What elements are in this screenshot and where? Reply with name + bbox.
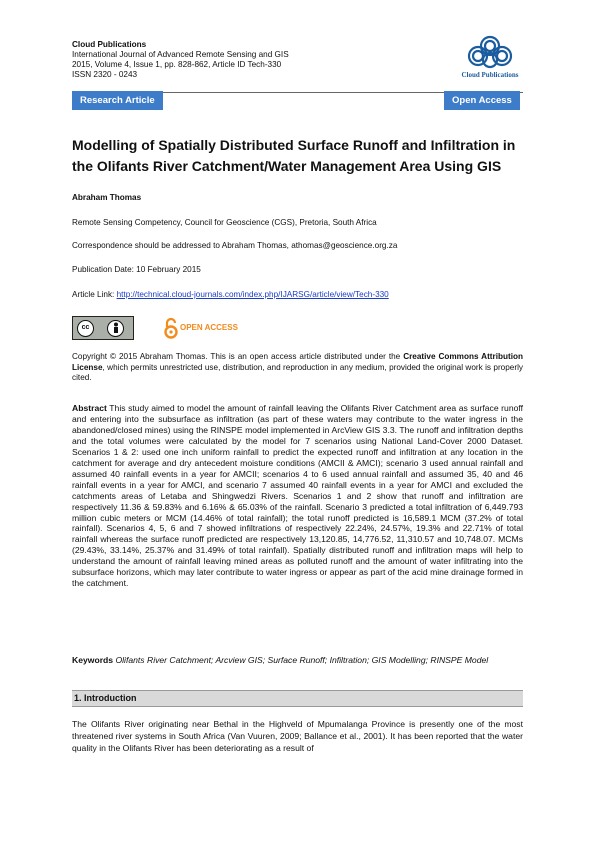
affiliation: Remote Sensing Competency, Council for Geoscience (CGS), Pretoria, South Africa <box>72 218 377 227</box>
copyright-text-end: , which permits unrestricted use, distribution, and reproduction in any medium, provided the original work is properly cited. <box>72 362 523 382</box>
open-access-tag: Open Access <box>444 91 520 110</box>
license-badges <box>72 316 238 340</box>
logo-caption: Cloud Publications <box>461 71 519 79</box>
keywords-text: Olifants River Catchment; Arcview GIS; Surface Runoff; Infiltration; GIS Modelling; RINSPE Model <box>113 655 489 665</box>
cc-icon: cc <box>77 320 94 337</box>
copyright-notice <box>72 352 523 384</box>
abstract-label: Abstract <box>72 403 107 413</box>
author-name: Abraham Thomas <box>72 193 142 202</box>
publication-date: Publication Date: 10 February 2015 <box>72 265 201 274</box>
research-article-tag: Research Article <box>72 91 163 110</box>
by-person-icon <box>107 320 124 337</box>
section-heading-introduction: 1. Introduction <box>72 690 523 707</box>
journal-name: International Journal of Advanced Remote Sensing and GIS <box>72 50 289 59</box>
keywords <box>72 655 523 666</box>
license-name: Creative Commons Attribution License <box>72 352 523 372</box>
article-link-line <box>72 290 389 301</box>
keywords-label: Keywords <box>72 655 114 665</box>
correspondence: Correspondence should be addressed to Abraham Thomas, athomas@geoscience.org.za <box>72 241 398 250</box>
article-link-label: Article Link: <box>72 290 117 299</box>
cloud-logo-icon <box>450 34 530 72</box>
cloud-publications-logo <box>450 34 530 84</box>
introduction-paragraph: The Olifants River originating near Bethal in the Highveld of Mpumalanga Province is presently one of the most threatened river systems in South Africa (Van Vuuren, 2009; Ballance et al., 2001). It has been reported that the water quality in the Olifants River has been deteriorating as a result of <box>72 719 523 754</box>
cc-by-badge[interactable] <box>72 316 134 340</box>
abstract <box>72 403 523 589</box>
copyright-text: Copyright © 2015 Abraham Thomas. This is an open access article distributed under the <box>72 352 404 361</box>
open-access-label: OPEN ACCESS <box>180 323 238 332</box>
article-link[interactable]: http://technical.cloud-journals.com/index.php/IJARSG/article/view/Tech-330 <box>116 290 389 299</box>
volume-info: 2015, Volume 4, Issue 1, pp. 828-862, Article ID Tech-330 <box>72 60 282 69</box>
publisher-name: Cloud Publications <box>72 40 147 49</box>
open-access-lock-icon <box>164 317 178 339</box>
abstract-text: This study aimed to model the amount of rainfall leaving the Olifants River Catchment area as surface runoff and entering into the subsurface as infiltration (as part of these waters may contribute to the water ingress in the abandoned/closed mines) using the RINSPE model implemented in ArcView GIS 3.3. The runoff and infiltration depths and the total volumes were calculated by the model for 7 scenarios using National Land-Cover 2000 Dataset. Scenarios 1 & 2: used one inch uniform rainfall to predict the expected runoff and infiltration at any location in the catchment for average and dry antecedent moisture conditions (AMCII & AMCI); scenario 3 used annual rainfall and assumed 40 rainfall events in a year for AMCII; scenarios 4 to 6 used annual rainfall and assumed 35, 40 and 46 rainfall events in a year for AMCI, and scenario 7 assumed 40 rainfall events in a year for AMCI and excluded the catchments areas of Letaba and Shingwedzi Rivers. Scenarios 1 and 2 show that runoff and infiltration are respectively 11.36 & 59.83% and 6.16% & 65.03% of the rainfall. Scenario 3 predicted a total infiltration of 6,449.793 million cubic meters or MCM (14.46% of total rainfall); the total runoff predicted is 16,589.1 MCM (37.2% of total rainfall). Scenarios 4, 5, 6 and 7 showed infiltrations of respectively 22.24%, 24.57%, 19.3% and 22.71% of total rainfall whereas the surface runoff predicted are respectively 13,120.85, 14,776.52, 11,310.57 and 10,748.07. MCMs (29.43%, 33.14%, 25.37% and 31.49% of total rainfall). Spatially distributed runoff and infiltration maps will help to understand the amount of rainfall leaving mined areas as polluted runoff and the amount of water infiltrating into the subsurface horizons, which may later contribute to water ingress or appear as part of the acid mine drainage formed in the catchment. <box>72 403 523 589</box>
paper-title: Modelling of Spatially Distributed Surface Runoff and Infiltration in the Olifants River Catchment/Water Management Area Using GIS <box>72 137 516 174</box>
issn: ISSN 2320 - 0243 <box>72 70 138 79</box>
